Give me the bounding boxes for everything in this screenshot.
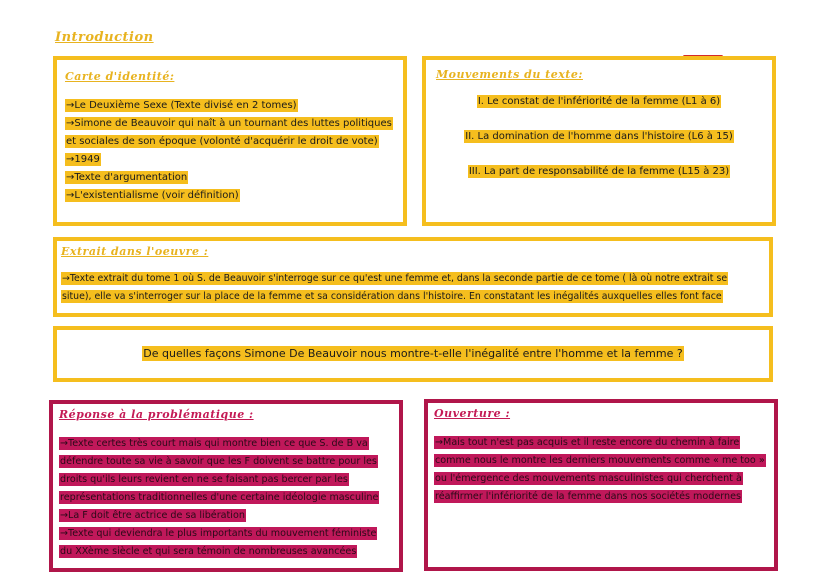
extract-heading: Extrait dans l'oeuvre : [61, 245, 209, 258]
opening-line: réaffirmer l'infériorité de la femme dans nos sociétés modernes [435, 491, 741, 502]
opening-line: ou l'émergence des mouvements masculinistes qui cherchent à [435, 473, 742, 484]
extract-line: situe), elle va s'interroger sur la place de la femme et sa considération dans l'histoire. En constatant les inégalités auxquelles elles font face [62, 291, 722, 302]
opening-box [424, 399, 778, 571]
answer-line: →Texte qui deviendra le plus importants du mouvement féministe [60, 528, 377, 539]
answer-line: défendre toute sa vie à savoir que les F doivent se battre pour les [60, 456, 377, 467]
problem-box [53, 326, 773, 382]
problem-text: De quelles façons Simone De Beauvoir nous montre-t-elle l'inégalité entre l'homme et la femme ? [143, 347, 683, 360]
movement-item: I. Le constat de l'infériorité de la femme (L1 à 6) [477, 96, 721, 107]
answer-line: du XXème siècle et qui sera témoin de nombreuses avancées [60, 546, 357, 557]
identity-line: →Texte d'argumentation [66, 172, 188, 183]
movement-item: II. La domination de l'homme dans l'histoire (L6 à 15) [465, 131, 733, 142]
identity-line: →1949 [66, 154, 100, 165]
opening-line: comme nous le montre les derniers mouvements comme « me too » [435, 455, 765, 466]
identity-line: et sociales de son époque (volonté d'acquérir le droit de vote) [66, 136, 378, 147]
answer-line: →La F doit être actrice de sa libération [60, 510, 245, 521]
page-title: Introduction [55, 30, 154, 45]
extract-line: →Texte extrait du tome 1 où S. de Beauvoir s'interroge sur ce qu'est une femme et, dans la seconde partie de ce tome ( là où notre extrait se [62, 273, 728, 284]
movement-item: III. La part de responsabilité de la femme (L15 à 23) [468, 166, 730, 177]
movements-heading: Mouvements du texte: [436, 68, 583, 81]
answer-box [49, 400, 403, 572]
identity-heading: Carte d'identité: [65, 70, 175, 83]
extract-box [53, 237, 773, 317]
movements-box [422, 56, 776, 226]
opening-heading: Ouverture : [434, 407, 511, 420]
identity-card-box [53, 56, 407, 226]
identity-line: →L'existentialisme (voir définition) [66, 190, 239, 201]
answer-heading: Réponse à la problématique : [59, 408, 254, 421]
answer-line: droits qu'ils leurs revient en ne se faisant pas bercer par les [60, 474, 348, 485]
answer-line: représentations traditionnelles d'une certaine idéologie masculine [60, 492, 379, 503]
identity-line: →Simone de Beauvoir qui naît à un tournant des luttes politiques [66, 118, 392, 129]
answer-line: →Texte certes très court mais qui montre bien ce que S. de B va [60, 438, 368, 449]
opening-line: →Mais tout n'est pas acquis et il reste encore du chemin à faire [435, 437, 740, 448]
identity-line: →Le Deuxième Sexe (Texte divisé en 2 tomes) [66, 100, 297, 111]
